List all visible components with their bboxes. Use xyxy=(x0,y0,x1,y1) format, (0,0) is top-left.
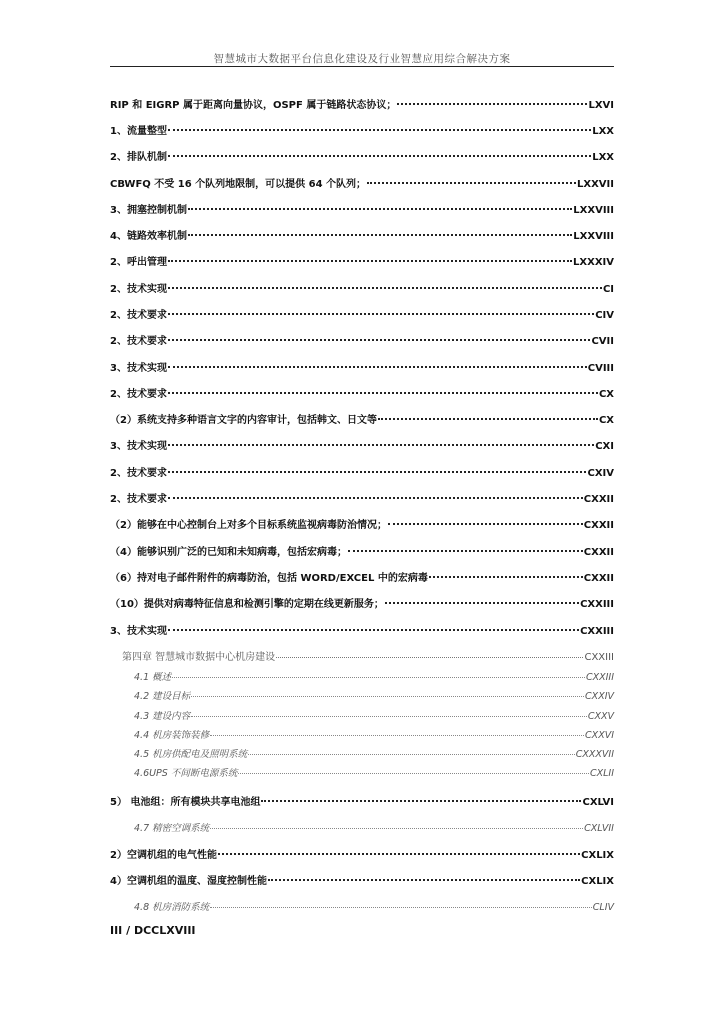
toc-entry-title: CBWFQ 不受 16 个队列地限制，可以提供 64 个队列； xyxy=(110,179,367,190)
toc-entry-page: LXXVIII xyxy=(573,231,614,242)
toc-entry-title: 4.6UPS 不间断电源系统 xyxy=(134,768,238,779)
toc-entry[interactable] xyxy=(110,569,614,584)
toc-section-entry[interactable] xyxy=(134,708,614,722)
toc-entry[interactable] xyxy=(110,306,614,321)
toc-entry[interactable] xyxy=(110,872,614,887)
toc-entry-title: 4.8 机房消防系统 xyxy=(134,902,210,913)
toc-entry[interactable] xyxy=(110,280,614,295)
toc-entry-page: CI xyxy=(602,284,614,295)
toc-section-entry[interactable] xyxy=(134,765,614,779)
toc-section-entry[interactable] xyxy=(134,746,614,760)
toc-dot-leader xyxy=(429,566,583,578)
toc-entry-title: 2）空调机组的电气性能 xyxy=(110,850,217,861)
toc-entry-title: 4、链路效率机制 xyxy=(110,231,187,242)
toc-entry-page: CXLVI xyxy=(582,797,614,808)
toc-entry[interactable] xyxy=(110,148,614,163)
toc-entry[interactable] xyxy=(110,793,614,808)
toc-entry-title: 2、技术要求 xyxy=(110,468,167,479)
toc-entry-page: CVIII xyxy=(587,363,614,374)
toc-dot-leader xyxy=(218,843,580,855)
toc-entry[interactable] xyxy=(110,332,614,347)
toc-dot-leader xyxy=(378,408,598,420)
toc-dot-leader xyxy=(168,356,587,368)
toc-entry-page: LXXVII xyxy=(577,179,614,190)
toc-entry[interactable] xyxy=(110,385,614,400)
toc-entry-title: 4.4 机房装饰装修 xyxy=(134,730,210,741)
toc-section-entry[interactable] xyxy=(134,899,614,913)
toc-entry-title: （4）能够识别广泛的已知和未知病毒，包括宏病毒； xyxy=(110,547,347,558)
toc-entry-title: 2、技术实现 xyxy=(110,284,167,295)
toc-dot-leader xyxy=(248,745,575,756)
toc-entry-page: LXXXIV xyxy=(573,257,614,268)
toc-entry[interactable] xyxy=(110,516,614,531)
toc-entry-page: CX xyxy=(598,389,614,400)
toc-dot-leader xyxy=(385,592,579,604)
toc-entry[interactable] xyxy=(110,464,614,479)
toc-entry-page: CXXII xyxy=(583,573,614,584)
toc-dot-leader xyxy=(168,619,579,631)
toc-entry-page: CXXII xyxy=(583,494,614,505)
toc-entry-title: （6）持对电子邮件附件的病毒防治，包括 WORD/EXCEL 中的宏病毒 xyxy=(110,573,428,584)
toc-entry-title: 2、排队机制 xyxy=(110,152,167,163)
toc-chapter-entry[interactable] xyxy=(122,648,614,663)
toc-entry-page: CXLVII xyxy=(584,823,614,834)
toc-entry-title: 第四章 智慧城市数据中心机房建设 xyxy=(122,652,276,663)
toc-entry-title: 4.7 精密空调系统 xyxy=(134,823,210,834)
toc-entry-page: CXXIII xyxy=(580,626,614,637)
toc-entry[interactable] xyxy=(110,122,614,137)
toc-entry-page: LXVI xyxy=(588,100,614,111)
toc-dot-leader xyxy=(172,668,585,679)
toc-dot-leader xyxy=(397,93,587,105)
toc-entry[interactable] xyxy=(110,622,614,637)
toc-entry-page: CVII xyxy=(591,336,614,347)
toc-dot-leader xyxy=(268,869,580,881)
toc-dot-leader xyxy=(276,647,583,658)
toc-entry-title: 5） 电池组：所有模块共享电池组 xyxy=(110,797,261,808)
toc-entry[interactable] xyxy=(110,437,614,452)
toc-entry-title: 2、技术要求 xyxy=(110,389,167,400)
toc-dot-leader xyxy=(168,461,587,473)
toc-entry-page: CIV xyxy=(595,310,614,321)
toc-entry-page: CXLIX xyxy=(581,850,614,861)
toc-entry-title: 3、技术实现 xyxy=(110,363,167,374)
toc-entry[interactable] xyxy=(110,201,614,216)
toc-entry-title: （2）系统支持多种语言文字的内容审计，包括韩文、日文等 xyxy=(110,415,377,426)
toc-entry-title: 2、技术要求 xyxy=(110,336,167,347)
toc-entry-page: CXXV xyxy=(587,711,614,722)
toc-entry-page: CXXIII xyxy=(584,652,614,663)
toc-dot-leader xyxy=(168,382,598,394)
toc-entry[interactable] xyxy=(110,227,614,242)
toc-dot-leader xyxy=(210,898,592,909)
toc-entry-title: 1、流量整型 xyxy=(110,126,167,137)
toc-section-entry[interactable] xyxy=(134,820,614,834)
toc-dot-leader xyxy=(210,819,583,830)
toc-dot-leader xyxy=(168,434,594,446)
toc-entry-title: 4）空调机组的温度、湿度控制性能 xyxy=(110,876,267,887)
toc-entry-page: LXX xyxy=(592,126,614,137)
header-divider xyxy=(110,66,614,67)
toc-entry-page: LXX xyxy=(592,152,614,163)
toc-entry-page: CXXII xyxy=(583,547,614,558)
toc-entry[interactable] xyxy=(110,543,614,558)
toc-section-entry[interactable] xyxy=(134,669,614,683)
toc-entry[interactable] xyxy=(110,846,614,861)
toc-dot-leader xyxy=(168,329,591,341)
toc-dot-leader xyxy=(191,687,584,698)
page-header-title: 智慧城市大数据平台信息化建设及行业智慧应用综合解决方案 xyxy=(213,53,511,65)
toc-entry-title: 4.1 概述 xyxy=(134,672,172,683)
toc-entry-title: 2、技术要求 xyxy=(110,310,167,321)
toc-dot-leader xyxy=(348,540,583,552)
toc-entry-page: CXLIX xyxy=(581,876,614,887)
toc-entry-page: CXXIV xyxy=(585,691,614,702)
toc-entry[interactable] xyxy=(110,411,614,426)
toc-entry[interactable] xyxy=(110,359,614,374)
toc-entry-page: CXXVI xyxy=(585,730,614,741)
toc-entry[interactable] xyxy=(110,96,614,111)
toc-entry-title: 2、呼出管理 xyxy=(110,257,167,268)
toc-section-entry[interactable] xyxy=(134,727,614,741)
toc-dot-leader xyxy=(367,172,576,184)
toc-dot-leader xyxy=(168,487,583,499)
toc-entry-page: LXXVIII xyxy=(573,205,614,216)
toc-dot-leader xyxy=(188,224,572,236)
toc-entry-title: （10）提供对病毒特征信息和检测引擎的定期在线更新服务； xyxy=(110,599,384,610)
toc-dot-leader xyxy=(168,145,591,157)
toc-entry-title: 3、技术实现 xyxy=(110,441,167,452)
toc-dot-leader xyxy=(168,250,572,262)
toc-entry[interactable] xyxy=(110,253,614,268)
page-number-footer: III / DCCLXVIII xyxy=(110,924,196,937)
toc-entry-title: 3、技术实现 xyxy=(110,626,167,637)
toc-dot-leader xyxy=(191,707,587,718)
toc-entry-title: RIP 和 EIGRP 属于距离向量协议，OSPF 属于链路状态协议； xyxy=(110,100,397,111)
toc-entry-page: CXIV xyxy=(587,468,614,479)
toc-entry-page: CX xyxy=(598,415,614,426)
toc-entry[interactable] xyxy=(110,595,614,610)
toc-entry-title: 4.5 机房供配电及照明系统 xyxy=(134,749,248,760)
toc-dot-leader xyxy=(388,513,583,525)
toc-entry-page: CXI xyxy=(595,441,614,452)
toc-dot-leader xyxy=(261,790,581,802)
toc-section-entry[interactable] xyxy=(134,688,614,702)
toc-entry-title: 4.2 建设目标 xyxy=(134,691,191,702)
toc-entry-page: CXXII xyxy=(583,520,614,531)
toc-entry-page: CXXIII xyxy=(580,599,614,610)
toc-entry-page: CLIV xyxy=(592,902,614,913)
toc-entry[interactable] xyxy=(110,175,614,190)
toc-dot-leader xyxy=(210,726,584,737)
toc-dot-leader xyxy=(168,277,602,289)
toc-dot-leader xyxy=(168,303,594,315)
toc-entry-page: CXXIII xyxy=(585,672,614,683)
toc-dot-leader xyxy=(168,119,591,131)
toc-entry-page: CXLII xyxy=(589,768,614,779)
toc-entry-page: CXXXVII xyxy=(575,749,614,760)
toc-entry[interactable] xyxy=(110,490,614,505)
toc-entry-title: 4.3 建设内容 xyxy=(134,711,191,722)
toc-entry-title: 2、技术要求 xyxy=(110,494,167,505)
toc-dot-leader xyxy=(238,764,589,775)
toc-entry-title: （2）能够在中心控制台上对多个目标系统监视病毒防治情况； xyxy=(110,520,387,531)
toc-entry-title: 3、拥塞控制机制 xyxy=(110,205,187,216)
toc-dot-leader xyxy=(188,198,572,210)
